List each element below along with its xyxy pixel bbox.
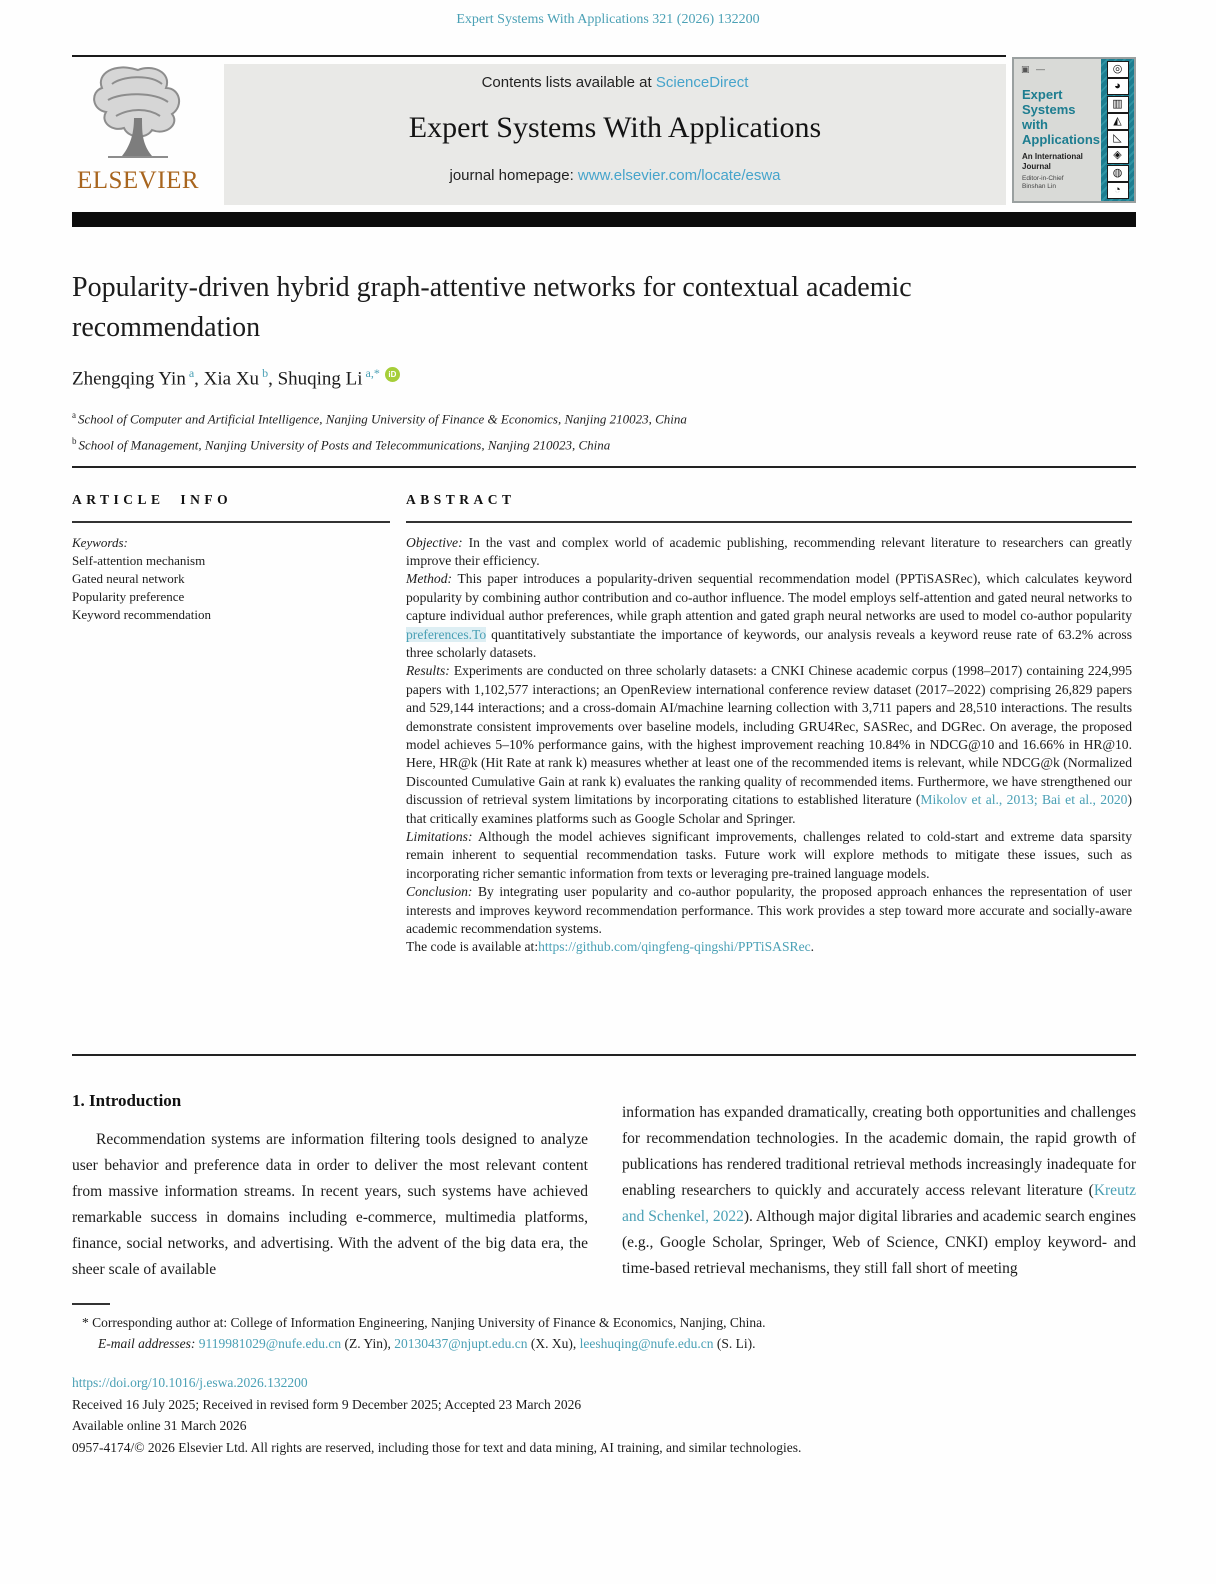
homepage-line bbox=[224, 167, 1006, 184]
keyword-item: Self-attention mechanism bbox=[72, 552, 206, 568]
article-info-heading-rule bbox=[72, 521, 390, 523]
sciencedirect-link[interactable]: ScienceDirect bbox=[655, 74, 749, 91]
journal-homepage-link[interactable]: www.elsevier.com/locate/eswa bbox=[577, 167, 781, 184]
abstract-heading: ABSTRACT bbox=[406, 492, 516, 507]
contents-line bbox=[224, 64, 1006, 91]
author-affiliation-sup[interactable]: a bbox=[188, 366, 195, 380]
inline-link[interactable]: Mikolov et al., 2013; Bai et al., 2020 bbox=[920, 792, 1128, 808]
cover-editor-name: Binshan Lin bbox=[1022, 183, 1056, 190]
abstract-paragraph: Method: This paper introduces a popularity-driven sequential recommendation model (PPTiSASRec), which calculates keyword popularity by combining author contribution and co-author influence. The model employs self-attention and gated neural networks to capture individual author preferences, while graph attention and gated graph neural networks are used to model co-author popularity preferences.To quantitatively substantiate the importance of keywords, our analysis reveals a keyword reuse rate of 63.2% across three scholarly datasets. bbox=[406, 571, 1132, 660]
journal-masthead bbox=[224, 64, 1006, 205]
article-meta-bottom bbox=[72, 1372, 1136, 1458]
affiliation-line: $^a$ School of Computer and Artificial Intelligence, Nanjing University of Finance & Economics, Nanjing 210023, China bbox=[72, 410, 687, 427]
elsevier-tree-icon bbox=[88, 62, 188, 166]
cover-robot-icon: ◈ bbox=[1107, 147, 1129, 164]
author-name: Shuqing Li bbox=[277, 368, 363, 390]
intro-paragraph-right: information has expanded dramatically, creating both opportunities and challenges for recommendation technologies. In the academic domain, the rapid growth of publications has rendered traditional retrieval methods increasingly inadequate for enabling researchers to quickly and accurately access relevant literature (Kreutz and Schenkel, 2022). Although major digital libraries and academic search engines (e.g., Google Scholar, Springer, Web of Science, CNKI) employ keyword- and time-based retrieval mechanisms, they still fall short of meeting bbox=[622, 1104, 1136, 1277]
email-addresses-note: E-mail addresses: 9119981029@nufe.edu.cn (Z. Yin), 20130437@njupt.edu.cn (X. Xu), leeshuqing@nufe.edu.cn (S. Li). bbox=[98, 1336, 756, 1351]
article-title: Popularity-driven hybrid graph-attentive networks for contextual academic recommendation bbox=[72, 272, 912, 343]
available-online: Available online 31 March 2026 bbox=[72, 1418, 247, 1433]
running-head-citation[interactable]: Expert Systems With Applications 321 (2026) 132200 bbox=[456, 12, 760, 27]
inline-link[interactable]: preferences.To bbox=[406, 626, 487, 642]
received-dates: Received 16 July 2025; Received in revised form 9 December 2025; Accepted 23 March 2026 bbox=[72, 1396, 582, 1412]
elsevier-wordmark: ELSEVIER bbox=[76, 167, 200, 194]
abstract-paragraph-label: Method: bbox=[406, 571, 453, 587]
homepage-prefix: journal homepage: bbox=[449, 167, 578, 184]
journal-cover-thumbnail[interactable] bbox=[1012, 57, 1136, 203]
article-info-top-rule bbox=[72, 466, 1136, 468]
cover-microscope-icon: ◺ bbox=[1107, 130, 1129, 147]
abstract-paragraph: Limitations: Although the model achieves significant improvements, challenges related to cold-start and extreme data sparsity remain inherent to sequential recommendation tasks. Future work will explore methods to mitigate these issues, such as incorporating richer semantic information from texts or leveraging pre-trained language models. bbox=[406, 829, 1132, 881]
cover-icon-strip bbox=[1101, 59, 1134, 201]
inline-link[interactable]: leeshuqing@nufe.edu.cn bbox=[579, 1336, 714, 1351]
doi-link[interactable]: https://doi.org/10.1016/j.eswa.2026.132200 bbox=[72, 1375, 308, 1390]
affiliation-line: $^b$ School of Management, Nanjing University of Posts and Telecommunications, Nanjing 210023, China bbox=[72, 436, 611, 453]
keywords-list bbox=[72, 552, 390, 624]
cover-caduceus-icon: ◔ bbox=[1107, 182, 1129, 199]
author-name: Xia Xu bbox=[203, 368, 260, 390]
intro-paragraph-left: Recommendation systems are information filtering tools designed to analyze user behavior and preference data in order to deliver the most relevant content from massive information streams. In recent years, such systems have achieved remarkable success in domains including e-commerce, multimedia platforms, finance, social networks, and advertising. With the advent of the big data era, the sheer scale of available bbox=[72, 1131, 588, 1278]
inline-link[interactable]: 20130437@njupt.edu.cn bbox=[394, 1336, 528, 1351]
cover-globe-icon: ◕ bbox=[1107, 78, 1129, 95]
orcid-icon[interactable]: iD bbox=[385, 367, 400, 382]
footnote-rule bbox=[72, 1303, 110, 1305]
journal-title: Expert Systems With Applications bbox=[408, 111, 822, 144]
abstract-paragraph-label: Conclusion: bbox=[406, 884, 473, 900]
abstract-paragraph-label: Results: bbox=[406, 663, 450, 679]
inline-link[interactable]: 9119981029@nufe.edu.cn bbox=[198, 1336, 342, 1351]
contents-prefix: Contents lists available at bbox=[481, 74, 656, 91]
cover-phone-icon: ◍ bbox=[1107, 165, 1129, 182]
abstract-heading-rule bbox=[406, 521, 1132, 523]
cover-editor bbox=[1022, 175, 1064, 191]
cover-editor-label: Editor-in-Chief bbox=[1022, 175, 1064, 182]
abstract-paragraph: Conclusion: By integrating user popularity and co-author popularity, the proposed approach enhances the representation of user interests and improves keyword recommendation performance. This work provides a step toward more accurate and socially-aware academic recommendation systems. bbox=[406, 884, 1132, 937]
keyword-item: Keyword recommendation bbox=[72, 606, 211, 622]
inline-link[interactable]: Kreutz and Schenkel, 2022 bbox=[622, 1182, 1136, 1225]
article-info-heading: ARTICLE INFO bbox=[72, 492, 233, 507]
abstract-paragraph: Results: Experiments are conducted on three scholarly datasets: a CNKI Chinese academic corpus (1998–2017) containing 224,995 papers with 1,102,577 interactions; an OpenReview international conference review dataset (2017–2022) comprising 26,829 papers and 529,144 interactions; and a cross-domain AI/machine learning collection with 3,711 papers and 28,510 interactions. The results demonstrate consistent improvements over baseline models, including GRU4Rec, SASRec, and DGRec. On average, the proposed model achieves 5–10% performance gains, with the highest improvement reaching 10.84% in NDCG@10 and 16.66% in HR@10. Here, HR@k (Hit Rate at rank k) measures whether at least one of the recommended items is relevant, while NDCG@k (Normalized Discounted Cumulative Gain at rank k) evaluates the ranking quality of recommended items. Furthermore, we have strengthened our discussion of retrieval system limitations by incorporating citations to established literature (Mikolov et al., 2013; Bai et al., 2020) that critically examines platforms such as Google Scholar and Springer. bbox=[406, 663, 1132, 826]
author-affiliation-sup[interactable]: b bbox=[262, 366, 269, 380]
abstract-paragraph: The code is available at:https://github.com/qingfeng-qingshi/PPTiSASRec. bbox=[406, 939, 815, 955]
author-name: Zhengqing Yin bbox=[72, 368, 186, 390]
header-top-rule bbox=[72, 55, 1006, 57]
intro-column-left bbox=[72, 1091, 588, 1283]
cover-mini-logo: ▣ — bbox=[1021, 64, 1048, 74]
abstract-section bbox=[406, 492, 1132, 957]
abstract-paragraph-label: Limitations: bbox=[406, 829, 473, 844]
inline-link[interactable]: https://github.com/qingfeng-qingshi/PPTiSASRec bbox=[538, 939, 811, 955]
cover-subtitle: An International Journal bbox=[1022, 152, 1083, 171]
abstract-paragraph-label: Objective: bbox=[406, 534, 463, 550]
article-info-section bbox=[72, 492, 390, 624]
abstract-paragraph: Objective: In the vast and complex world of academic publishing, recommending relevant literature to researchers can greatly improve their efficiency. bbox=[406, 534, 1132, 568]
elsevier-logo[interactable] bbox=[72, 62, 204, 204]
cover-bar-chart-icon: ▥ bbox=[1107, 96, 1129, 113]
email-addresses-label: E-mail addresses: bbox=[98, 1336, 196, 1351]
corresponding-author-note: * Corresponding author at: College of Information Engineering, Nanjing University of Finance & Economics, Nanjing, China. bbox=[82, 1315, 766, 1330]
cover-steering-wheel-icon: ◎ bbox=[1107, 61, 1129, 78]
header-divider-band bbox=[72, 212, 1136, 227]
section-heading-introduction: 1. Introduction bbox=[72, 1091, 182, 1110]
author-list: Zhengqing Yin $^a$, Xia Xu $^b$, Shuqing Li $^{a,*}$ iD bbox=[72, 366, 400, 390]
cover-title: Expert Systems with Applications bbox=[1022, 87, 1101, 147]
keywords-label: Keywords: bbox=[72, 534, 128, 550]
affiliations bbox=[72, 404, 687, 457]
keyword-item: Gated neural network bbox=[72, 570, 185, 586]
cover-scales-icon: ◭ bbox=[1107, 113, 1129, 130]
abstract-body bbox=[406, 534, 1132, 957]
abstract-bottom-rule bbox=[72, 1054, 1136, 1056]
keyword-item: Popularity preference bbox=[72, 588, 185, 604]
copyright-line: 0957-4174/© 2026 Elsevier Ltd. All rights are reserved, including those for text and data mining, AI training, and similar technologies. bbox=[72, 1439, 802, 1455]
intro-column-right bbox=[622, 1100, 1136, 1282]
author-affiliation-sup[interactable]: a,* bbox=[365, 366, 380, 380]
footnote-block bbox=[72, 1312, 1136, 1354]
